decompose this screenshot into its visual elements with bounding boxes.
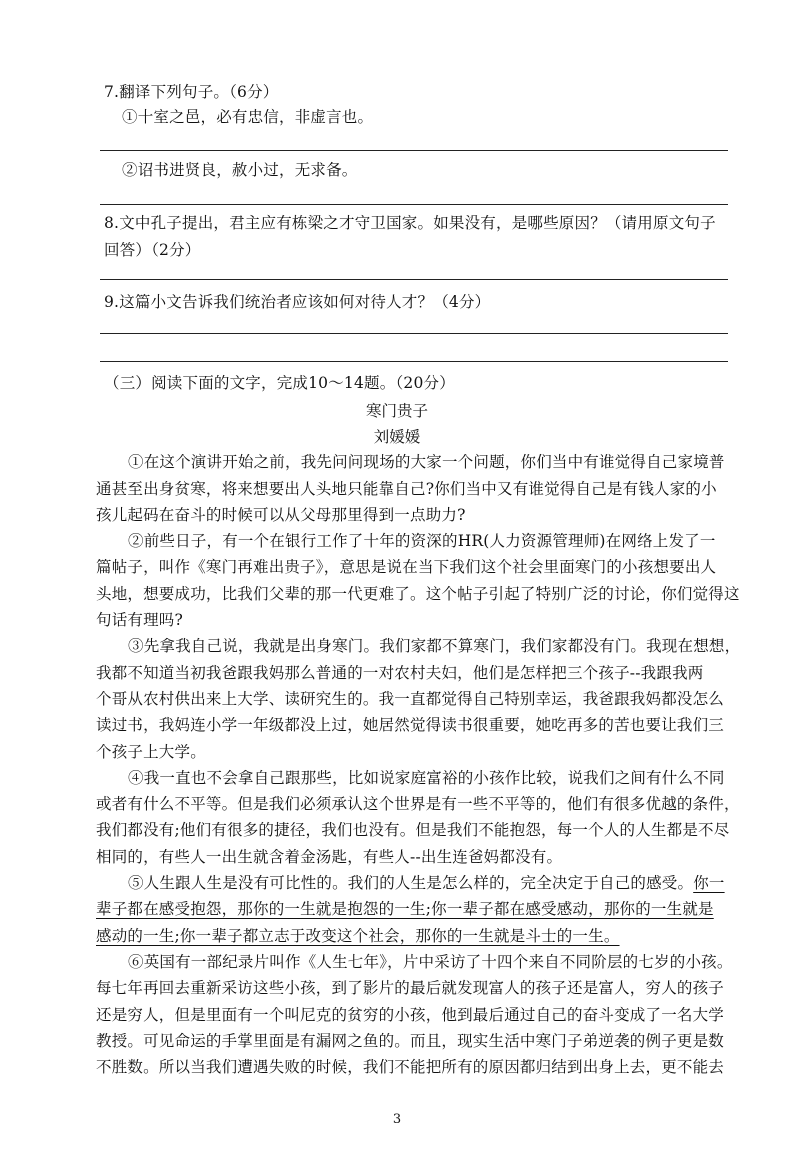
p3-line: 我都不知道当初我爸跟我妈那么普通的一对农村夫妇，他们是怎样把三个孩子--我跟我两 xyxy=(96,664,704,682)
p2-line: 头地，想要成功，比我们父辈的那一代更难了。这个帖子引起了特别广泛的讨论，你们觉得这 xyxy=(96,585,740,603)
p6-line: ⑥英国有一部纪录片叫作《人生七年》，片中采访了十四个来自不同阶层的七岁的小孩。 xyxy=(128,953,733,971)
article-author: 刘媛媛 xyxy=(373,428,421,446)
p4-line: 相同的，有些人一出生就含着金汤匙，有些人--出生连爸妈都没有。 xyxy=(96,848,563,866)
p6-line: 每七年再回去重新采访这些小孩，到了影片的最后就发现富人的孩子还是富人，穷人的孩子 xyxy=(96,979,725,997)
q7-sentence-2: ②诏书进贤良，赦小过，无求备。 xyxy=(122,161,358,179)
answer-line xyxy=(100,150,728,151)
p5-underlined-text: 你一 xyxy=(693,874,725,892)
p5-underlined-line: 辈子都在感受抱怨，那你的一生就是抱怨的一生;你一辈子都在感受感动，那你的一生就是 xyxy=(96,900,714,918)
p3-line: 个孩子上大学。 xyxy=(96,743,206,761)
p3-line: 个哥从农村供出来上大学、读研究生的。我一直都觉得自己特别幸运，我爸跟我妈都没怎么 xyxy=(96,690,725,708)
p6-line: 不胜数。所以当我们遭遇失败的时候，我们不能把所有的原因都归结到出身上去，更不能去 xyxy=(96,1058,725,1076)
q7-stem: 7.翻译下列句子。（6分） xyxy=(104,83,279,101)
answer-line xyxy=(100,279,728,280)
q8-stem-line2: 回答）（2分） xyxy=(104,241,201,259)
q8-stem-line1: 8.文中孔子提出，君主应有栋梁之才守卫国家。如果没有，是哪些原因？（请用原文句子 xyxy=(104,214,716,232)
p5-line xyxy=(128,873,725,893)
p4-line: 我们都没有;他们有很多的捷径，我们也没有。但是我们不能抱怨，每一个人的人生都是不尽 xyxy=(96,821,730,839)
p1-line: ①在这个演讲开始之前，我先问问现场的大家一个问题，你们当中有谁觉得自己家境普 xyxy=(128,453,725,471)
p3-line: 读过书，我妈连小学一年级都没上过，她居然觉得读书很重要，她吃再多的苦也要让我们三 xyxy=(96,716,725,734)
p4-line: 或者有什么不平等。但是我们必须承认这个世界是有一些不平等的，他们有很多优越的条件， xyxy=(96,795,740,813)
p6-line: 教授。可见命运的手掌里面是有漏网之鱼的。而且，现实生活中寒门子弟逆袭的例子更是数 xyxy=(96,1032,725,1050)
p3-line: ③先拿我自己说，我就是出身寒门。我们家都不算寒门，我们家都没有门。我现在想想， xyxy=(128,637,741,655)
section3-intro: （三）阅读下面的文字，完成10～14题。（20分） xyxy=(104,374,455,392)
p5-plain-text: ⑤人生跟人生是没有可比性的。我们的人生是怎么样的，完全决定于自己的感受。 xyxy=(128,874,694,892)
q9-stem: 9.这篇小文告诉我们统治者应该如何对待人才？（4分） xyxy=(104,293,491,311)
article-title: 寒门贵子 xyxy=(365,402,428,420)
answer-line xyxy=(100,333,728,334)
p2-line: 篇帖子，叫作《寒门再难出贵子》，意思是说在当下我们这个社会里面寒门的小孩想要出人 xyxy=(96,558,717,576)
answer-line xyxy=(100,361,728,362)
p2-line: ②前些日子，有一个在银行工作了十年的资深的HR(人力资源管理师)在网络上发了一 xyxy=(128,532,716,550)
p4-line: ④我一直也不会拿自己跟那些，比如说家庭富裕的小孩作比较，说我们之间有什么不同 xyxy=(128,769,725,787)
p5-underlined-line: 感动的一生;你一辈子都立志于改变这个社会，那你的一生就是斗士的一生。 xyxy=(96,927,620,945)
p2-line: 句话有理吗? xyxy=(96,611,184,629)
p6-line: 还是穷人，但是里面有一个叫尼克的贫穷的小孩，他到最后通过自己的奋斗变成了一名大学 xyxy=(96,1006,725,1024)
answer-line xyxy=(100,204,728,205)
page-number: 3 xyxy=(392,1112,402,1127)
p1-line: 通甚至出身贫寒，将来想要出人头地只能靠自己?你们当中又有谁觉得自己是有钱人家的小 xyxy=(96,480,717,498)
p1-line: 孩儿起码在奋斗的时候可以从父母那里得到一点助力? xyxy=(96,506,466,524)
q7-sentence-1: ①十室之邑，必有忠信，非虚言也。 xyxy=(122,108,374,126)
